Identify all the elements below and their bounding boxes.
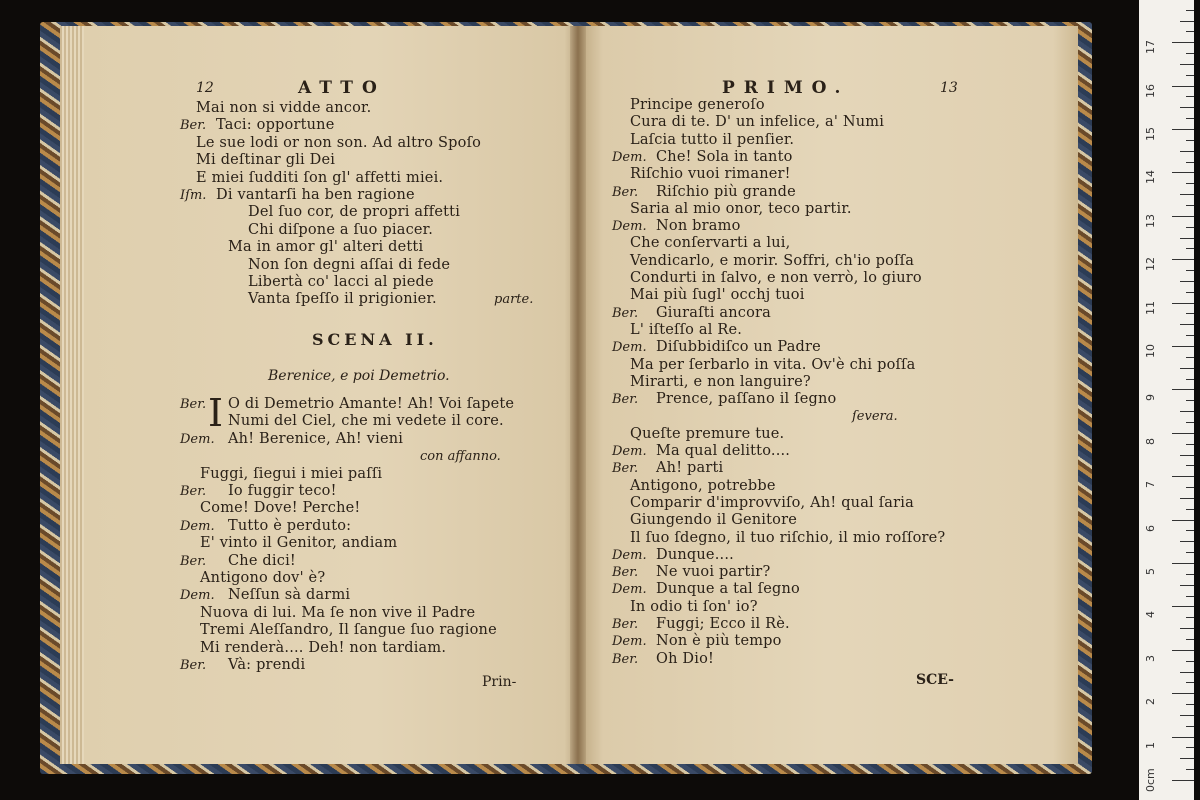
verse-line: Prence, paſſano il ſegno (656, 391, 837, 408)
verse-line: Che conſervarti a lui, (630, 235, 791, 252)
verse-line: O di Demetrio Amante! Ah! Voi ſapete (228, 396, 515, 412)
stage-direction: ſevera. (852, 409, 898, 425)
ruler-tick (1186, 530, 1194, 531)
verse-line: Non bramo (656, 218, 741, 235)
ruler-tick (1172, 606, 1194, 607)
ruler-tick (1186, 509, 1194, 510)
verse-line: Antigono dov' è? (200, 570, 326, 586)
verse-line: Diſubbidiſco un Padre (656, 339, 821, 356)
ruler-tick (1186, 465, 1194, 466)
verse-line: Il ſuo ſdegno, il tuo riſchio, il mio roſſore? (630, 529, 946, 546)
verse-line: Fuggi, ſiegui i miei paſſi (200, 465, 383, 482)
verse-line: Taci: opportune (216, 117, 335, 134)
speaker-label: Dem. (612, 219, 647, 235)
ruler-tick (1172, 216, 1194, 217)
speaker-label: Ber. (612, 651, 639, 667)
book-gutter (570, 26, 586, 764)
verse-line: Mirarti, e non languire? (630, 373, 811, 390)
speaker-label: Ber. (612, 392, 639, 408)
speaker-label: Ber. (612, 305, 639, 321)
page-edges (60, 26, 84, 764)
ruler-tick (1172, 650, 1194, 651)
ruler-tick (1186, 313, 1194, 314)
ruler-tick (1186, 292, 1194, 293)
ruler-tick (1186, 10, 1194, 11)
ruler-tick (1172, 86, 1194, 87)
ruler-tick (1180, 585, 1194, 586)
ruler-tick (1186, 31, 1194, 32)
verse-line: Riſchio più grande (656, 183, 796, 200)
verse-line: E' vinto il Genitor, andiam (200, 535, 398, 552)
ruler-tick (1186, 357, 1194, 358)
speaker-label: Ber. (180, 658, 207, 673)
verse-line: Dunque.... (656, 546, 734, 563)
ruler-label: 9 (1144, 394, 1157, 402)
ruler-label: 12 (1144, 257, 1157, 272)
verse-line: Ah! parti (656, 460, 724, 477)
verse-line: Libertà co' lacci al piede (248, 274, 434, 290)
verse-line: Oh Dio! (656, 650, 715, 667)
ruler-tick (1172, 693, 1194, 694)
ruler-tick (1186, 140, 1194, 141)
ruler-tick (1180, 541, 1194, 542)
speaker-label: Dem. (612, 149, 647, 165)
ruler-tick (1186, 487, 1194, 488)
verse-line: Mi deſtinar gli Dei (196, 152, 336, 169)
ruler-tick (1172, 129, 1194, 130)
ruler-tick (1180, 498, 1194, 499)
measuring-ruler (1139, 0, 1194, 800)
verse-line: Che! Sola in tanto (656, 148, 793, 165)
ruler-label: 17 (1144, 40, 1157, 55)
speaker-label: Ber. (612, 461, 639, 477)
speaker-label: Ber. (612, 565, 639, 581)
ruler-tick (1172, 476, 1194, 477)
verse-line: In odio ti ſon' io? (630, 598, 758, 615)
ruler-label: 13 (1144, 213, 1157, 228)
verse-line: Io fuggir teco! (228, 483, 337, 499)
ruler-tick (1186, 726, 1194, 727)
ruler-label: 6 (1144, 524, 1157, 532)
speaker-label: Ber. (612, 184, 639, 200)
speaker-label: Ber. (180, 118, 207, 134)
ruler-tick (1180, 21, 1194, 22)
ruler-tick (1186, 270, 1194, 271)
ruler-label: 16 (1144, 83, 1157, 98)
verse-line: Riſchio vuoi rimaner! (630, 166, 791, 183)
verse-line: Ma qual delitto.... (656, 443, 791, 459)
verse-line: Fuggi; Ecco il Rè. (656, 616, 790, 632)
ruler-tick (1180, 107, 1194, 108)
verse-line: Giungendo il Genitore (630, 512, 798, 529)
ruler-tick (1172, 346, 1194, 347)
verse-line: Laſcia tutto il penſier. (630, 131, 795, 148)
ruler-tick (1180, 628, 1194, 629)
verse-line: E miei ſudditi ſon gl' affetti miei. (196, 169, 444, 186)
ruler-tick (1186, 400, 1194, 401)
speaker-label: Ber. (180, 484, 207, 499)
speaker-label: Dem. (612, 634, 647, 650)
ruler-tick (1180, 64, 1194, 65)
ruler-tick (1186, 162, 1194, 163)
verse-line: Di vantarſi ha ben ragione (216, 187, 415, 203)
ruler-tick (1180, 411, 1194, 412)
ruler-tick (1180, 455, 1194, 456)
speaker-label: Ber. (612, 617, 639, 632)
ruler-tick (1186, 379, 1194, 380)
verse-line: Chi diſpone a ſuo piacer. (248, 221, 434, 238)
speaker-label: Dem. (612, 547, 647, 563)
ruler-label: 4 (1144, 611, 1157, 619)
ruler-tick (1186, 574, 1194, 575)
ruler-tick (1186, 552, 1194, 553)
left-running-head: ATTO (298, 78, 386, 98)
ruler-tick (1186, 335, 1194, 336)
verse-line: Tutto è perduto: (228, 517, 352, 534)
ruler-label: 3 (1144, 654, 1157, 662)
speaker-label: Dem. (180, 588, 215, 604)
verse-line: Ma per ſerbarlo in vita. Ov'è chi poſſa (630, 356, 916, 373)
ruler-tick (1186, 75, 1194, 76)
verse-line: Antigono, potrebbe (630, 477, 776, 494)
ruler-tick (1186, 617, 1194, 618)
ruler-tick (1172, 303, 1194, 304)
ruler-label: 10 (1144, 344, 1157, 358)
ruler-tick (1172, 172, 1194, 173)
left-catchword: Prin- (482, 674, 517, 690)
verse-line: Mai più ſugl' occhj tuoi (630, 287, 805, 304)
verse-line: Vanta ſpeſſo il prigionier. (248, 291, 437, 308)
verse-line: Non è più tempo (656, 633, 782, 650)
verse-line: Tremi Aleſſandro, Il ſangue ſuo ragione (200, 622, 497, 639)
ruler-label: 2 (1144, 698, 1157, 706)
ruler-tick (1186, 661, 1194, 662)
ruler-tick (1186, 118, 1194, 119)
ruler-tick (1186, 444, 1194, 445)
verse-line: Ma in amor gl' alteri detti (228, 239, 424, 256)
verse-line: Và: prendi (228, 657, 306, 673)
ruler-tick (1172, 389, 1194, 390)
ruler-tick (1186, 227, 1194, 228)
ruler-label: 7 (1144, 481, 1157, 489)
ruler-tick (1172, 42, 1194, 43)
verse-line: Saria al mio onor, teco partir. (630, 200, 852, 217)
ruler-tick (1186, 769, 1194, 770)
verse-line: Giuraſti ancora (656, 304, 771, 321)
ruler-tick (1180, 368, 1194, 369)
ruler-tick (1186, 53, 1194, 54)
ruler-tick (1180, 194, 1194, 195)
speaker-label: Dem. (612, 340, 647, 356)
ruler-label: 0cm (1144, 768, 1157, 792)
stage-direction: con affanno. (420, 449, 501, 465)
ruler-tick (1186, 422, 1194, 423)
ruler-tick (1180, 281, 1194, 282)
verse-line: Principe generoſo (630, 97, 765, 113)
ruler-tick (1172, 259, 1194, 260)
ruler-tick (1172, 780, 1194, 781)
verse-line: Comparir d'improvviſo, Ah! qual ſaria (630, 494, 914, 511)
drop-capital: I (208, 391, 224, 435)
verse-line: Queſte premure tue. (630, 425, 785, 442)
verse-line: Che dici! (228, 552, 296, 569)
scene-title: SCENA II. (312, 330, 438, 349)
ruler-tick (1186, 682, 1194, 683)
right-catchword: SCE- (916, 672, 954, 688)
verse-line: Del ſuo cor, de propri affetti (248, 204, 461, 221)
speaker-label: Dem. (180, 431, 215, 447)
speaker-label: Ber. (180, 397, 207, 412)
ruler-label: 1 (1144, 741, 1157, 749)
ruler-label: 5 (1144, 568, 1157, 575)
ruler-tick (1186, 704, 1194, 705)
ruler-label: 11 (1144, 300, 1157, 315)
left-page-number: 12 (196, 80, 214, 96)
ruler-tick (1180, 715, 1194, 716)
ruler-tick (1186, 248, 1194, 249)
verse-line: Cura di te. D' un infelice, a' Numi (630, 114, 885, 131)
ruler-tick (1180, 672, 1194, 673)
ruler-tick (1186, 596, 1194, 597)
right-page-number: 13 (940, 80, 958, 96)
ruler-label: 14 (1144, 170, 1157, 185)
speaker-label: Iſm. (180, 188, 207, 203)
verse-line: Nuova di lui. Ma ſe non vive il Padre (200, 604, 476, 621)
verse-line: Condurti in ſalvo, e non verrò, lo giuro (630, 270, 922, 286)
verse-line: Ne vuoi partir? (656, 564, 771, 581)
verse-line: L' iſteſſo al Re. (630, 321, 743, 338)
ruler-label: 8 (1144, 437, 1157, 445)
stage-direction: parte. (494, 292, 534, 308)
ruler-tick (1172, 520, 1194, 521)
ruler-tick (1186, 96, 1194, 97)
verse-line: Numi del Ciel, che mi vedete il core. (228, 413, 504, 430)
ruler-tick (1172, 737, 1194, 738)
speaker-label: Ber. (180, 553, 207, 569)
speaker-label: Dem. (612, 582, 647, 598)
speaker-label: Dem. (612, 444, 647, 459)
ruler-tick (1186, 639, 1194, 640)
right-running-head: PRIMO. (722, 78, 850, 98)
verse-line: Vendicarlo, e morir. Soffri, ch'io poſſa (630, 252, 915, 269)
ruler-tick (1186, 205, 1194, 206)
verse-line: Ah! Berenice, Ah! vieni (228, 430, 404, 447)
verse-line: Mai non si vidde ancor. (196, 100, 372, 116)
ruler-tick (1180, 151, 1194, 152)
ruler-label: 15 (1144, 127, 1157, 141)
ruler-tick (1180, 238, 1194, 239)
verse-line: Non ſon degni aſſai di fede (248, 256, 451, 273)
ruler-tick (1180, 758, 1194, 759)
verse-line: Dunque a tal ſegno (656, 581, 800, 598)
verse-line: Neſſun sà darmi (228, 587, 351, 604)
verse-line: Le sue lodi or non son. Ad altro Spoſo (196, 134, 482, 151)
verse-line: Come! Dove! Perche! (200, 500, 361, 517)
ruler-tick (1172, 563, 1194, 564)
ruler-tick (1172, 433, 1194, 434)
ruler-tick (1180, 324, 1194, 325)
ruler-tick (1186, 747, 1194, 748)
scene-characters: Berenice, e poi Demetrio. (268, 368, 450, 384)
verse-line: Mi renderà.... Deh! non tardiam. (200, 639, 447, 656)
ruler-tick (1186, 183, 1194, 184)
speaker-label: Dem. (180, 518, 215, 534)
